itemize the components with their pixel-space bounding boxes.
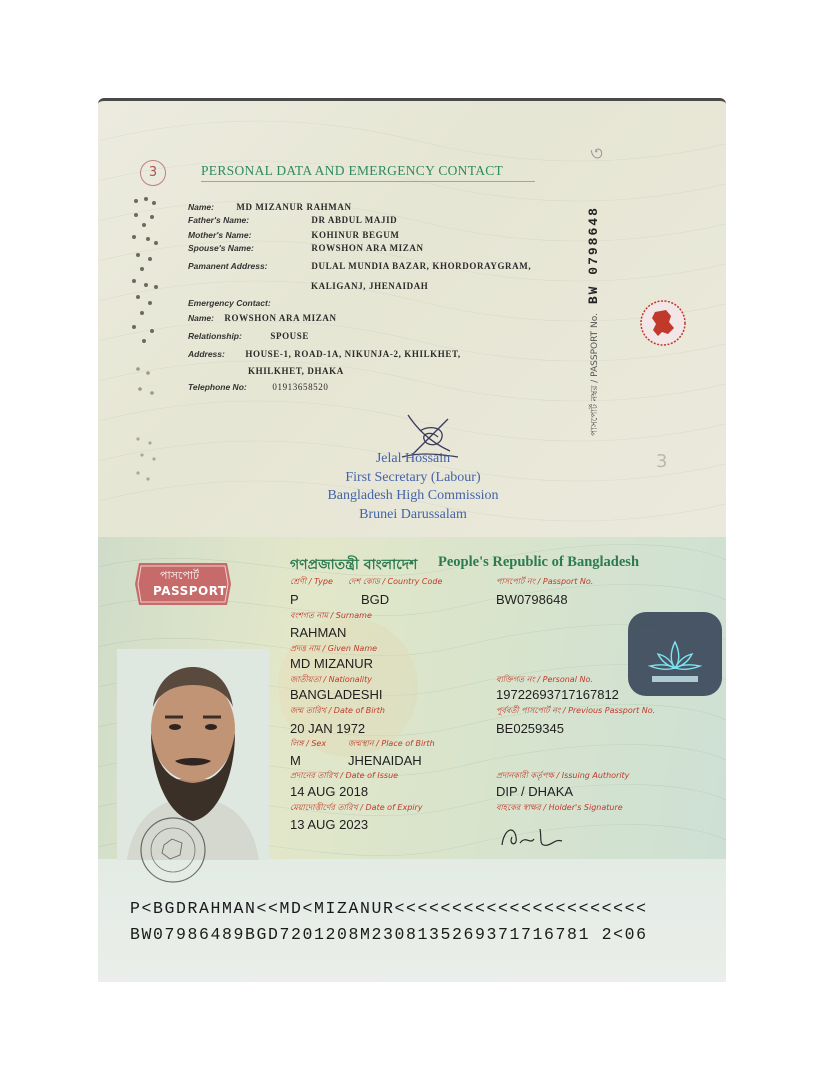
mother-name-value: KOHINUR BEGUM <box>311 230 400 240</box>
type-label: শ্রেণী / Type <box>290 577 333 586</box>
government-seal <box>138 815 208 885</box>
dob-value: 20 JAN 1972 <box>290 721 366 736</box>
father-name-value: DR ABDUL MAJID <box>311 215 398 225</box>
country-code-label: দেশ কোড / Country Code <box>348 577 443 586</box>
country-name-bn: গণপ্রজাতন্ত্রী বাংলাদেশ <box>290 557 418 573</box>
previous-passport-label: পূর্ববর্তী পাসপোর্ট নং / Previous Passport No. <box>496 706 656 715</box>
permanent-address-line-2: KALIGANJ, JHENAIDAH <box>311 281 429 291</box>
mrz-line-2: BW07986489BGD7201208M2308135269371716781 2<06 <box>130 925 648 944</box>
place-of-birth-value: JHENAIDAH <box>348 753 422 768</box>
hologram-water-lily <box>628 612 722 696</box>
field-name: Name: MD MIZANUR RAHMAN <box>188 202 352 212</box>
perforation-holes <box>128 193 168 493</box>
previous-passport-value: BE0259345 <box>496 721 564 736</box>
stamp-line-2: First Secretary (Labour) <box>345 470 481 485</box>
telephone-value: 01913658520 <box>272 382 329 392</box>
field-spouse-name: Spouse's Name: ROWSHON ARA MIZAN <box>188 243 424 253</box>
bangladesh-map-emblem <box>638 298 688 348</box>
relationship-value: SPOUSE <box>270 331 309 341</box>
passport-no-value: BW0798648 <box>496 592 568 607</box>
passport-badge-en: PASSPORT <box>153 584 227 598</box>
stamp-line-4: Brunei Darussalam <box>359 507 467 522</box>
field-mother-name: Mother's Name: KOHINUR BEGUM <box>188 230 400 240</box>
emergency-contact-heading: Emergency Contact: <box>188 298 271 308</box>
place-of-birth-label: জন্মস্থান / Place of Birth <box>348 739 435 748</box>
type-value: P <box>290 592 299 607</box>
spouse-name-value: ROWSHON ARA MIZAN <box>311 243 424 253</box>
holder-name-value: MD MIZANUR RAHMAN <box>236 202 352 212</box>
stamp-line-3: Bangladesh High Commission <box>327 488 499 503</box>
date-of-issue-label: প্রদানের তারিখ / Date of Issue <box>290 771 399 780</box>
permanent-address-value: DULAL MUNDIA BAZAR, KHORDORAYGRAM, <box>311 261 532 271</box>
country-code-value: BGD <box>361 592 390 607</box>
field-telephone: Telephone No: 01913658520 <box>188 382 329 392</box>
passport-data-page <box>98 537 726 982</box>
nationality-value: BANGLADESHI <box>290 687 383 702</box>
sex-value: M <box>290 753 301 768</box>
mrz-line-1: P<BGDRAHMAN<<MD<MIZANUR<<<<<<<<<<<<<<<<<<<<<< <box>130 899 648 918</box>
sex-label: লিঙ্গ / Sex <box>290 739 327 748</box>
stamp-line-1: Jelal Hossain <box>375 451 451 466</box>
emergency-address-value: HOUSE-1, ROAD-1A, NIKUNJA-2, KHILKHET, <box>245 349 461 359</box>
date-of-expiry-label: মেয়াদোত্তীর্ণের তারিখ / Date of Expiry <box>290 803 423 812</box>
field-emergency-name: Name: ROWSHON ARA MIZAN <box>188 313 337 323</box>
page-number-badge: 3 <box>140 160 166 186</box>
holder-signature <box>498 815 568 855</box>
nationality-label: জাতীয়তা / Nationality <box>290 675 373 684</box>
page-number-top-right: ৩ <box>590 141 604 165</box>
personal-data-page <box>98 98 726 541</box>
given-name-label: প্রদত্ত নাম / Given Name <box>290 644 378 653</box>
issuing-authority-label: প্রদানকারী কর্তৃপক্ষ / Issuing Authority <box>496 771 630 780</box>
passport-no-label: পাসপোর্ট নং / Passport No. <box>496 577 594 586</box>
date-of-expiry-value: 13 AUG 2023 <box>290 817 369 832</box>
emergency-address-line-2: KHILKHET, DHAKA <box>248 366 344 376</box>
vertical-passport-number-value: BW 0798648 <box>586 206 601 305</box>
issuing-authority-value: DIP / DHAKA <box>496 784 574 799</box>
personal-no-value: 19722693717167812 <box>496 687 619 702</box>
country-name-en: People's Republic of Bangladesh <box>438 554 640 570</box>
title-underline <box>201 181 535 182</box>
surname-label: বংশগত নাম / Surname <box>290 611 372 620</box>
given-name-value: MD MIZANUR <box>290 656 374 671</box>
dob-label: জন্ম তারিখ / Date of Birth <box>290 706 385 715</box>
surname-value: RAHMAN <box>290 625 347 640</box>
field-father-name: Father's Name: DR ABDUL MAJID <box>188 215 398 225</box>
date-of-issue-value: 14 AUG 2018 <box>290 784 369 799</box>
page-number-watermark: 3 <box>656 451 668 472</box>
vertical-passport-number: পাসপোর্ট নম্বর / PASSPORT No. BW 0798648 <box>586 206 601 436</box>
emergency-name-value: ROWSHON ARA MIZAN <box>224 313 337 323</box>
field-emergency-address: Address: HOUSE-1, ROAD-1A, NIKUNJA-2, KHILKHET, <box>188 349 461 359</box>
field-permanent-address: Pamanent Address: DULAL MUNDIA BAZAR, KHORDORAYGRAM, <box>188 261 532 271</box>
passport-badge-bn: পাসপোর্ট <box>160 569 199 582</box>
holder-signature-label: বাহকের স্বাক্ষর / Holder's Signature <box>496 803 623 812</box>
personal-no-label: ব্যক্তিগত নং / Personal No. <box>496 675 593 684</box>
section-title: PERSONAL DATA AND EMERGENCY CONTACT <box>201 163 504 178</box>
field-relationship: Relationship: SPOUSE <box>188 331 309 341</box>
